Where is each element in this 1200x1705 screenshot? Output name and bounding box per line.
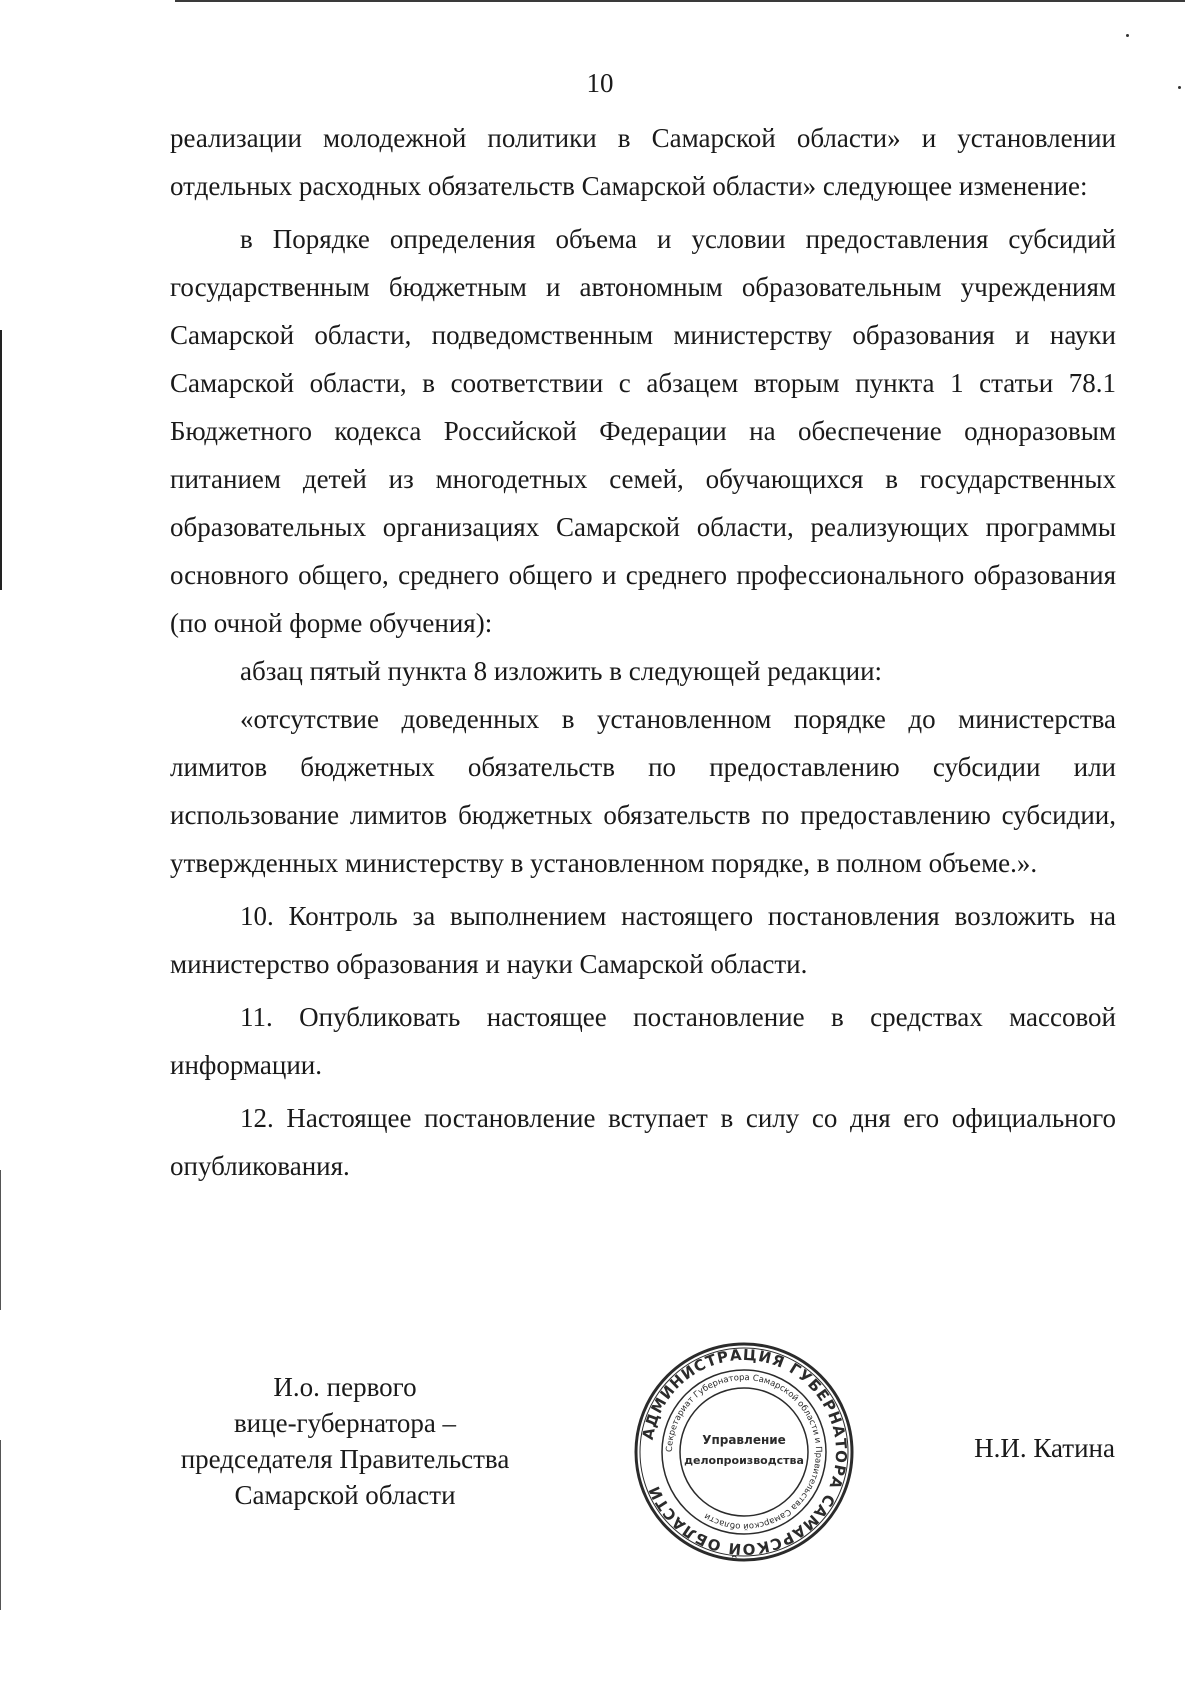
official-seal-stamp bbox=[632, 1340, 856, 1564]
signature-line: Самарской области bbox=[234, 1480, 456, 1510]
scan-left-edge bbox=[0, 330, 2, 590]
seal-center-line1: Управление bbox=[702, 1433, 786, 1447]
paragraph-item-12: 12. Настоящее постановление вступает в силу со дня его официального опубликования. bbox=[170, 1103, 1116, 1181]
signature-line: председателя Правительства bbox=[180, 1444, 510, 1474]
signature-line: И.о. первого bbox=[273, 1372, 417, 1402]
seal-inner-ring bbox=[680, 1388, 808, 1516]
scan-speck bbox=[1126, 34, 1129, 37]
scan-left-edge-bottom bbox=[0, 1440, 1, 1610]
paragraph-order-amendment: в Порядке определения объема и условии предоставления субсидий государственным бюджетным и автономным образовательным учреждениям Самарской области, подведомственным министерству образования и науки Самарской области, в соответствии с абзацем вторым пункта 1 статьи 78.1 Бюджетного кодекса Российской Федерации на обеспечение одноразовым питанием детей из многодетных семей, обучающихся в государственных образовательных организациях Самарской области, реализующих программы основного общего, среднего общего и среднего профессионального образования (по очной форме обучения): bbox=[170, 224, 1116, 638]
document-body bbox=[170, 114, 1116, 1190]
seal-center-line2: делопроизводства bbox=[684, 1454, 804, 1467]
seal-middle-ring bbox=[662, 1370, 826, 1534]
paragraph-item-11: 11. Опубликовать настоящее постановление в средствах массовой информации. bbox=[170, 1002, 1116, 1080]
paragraph-item-8: абзац пятый пункта 8 изложить в следующей редакции: bbox=[240, 656, 883, 686]
paragraph-quoted-text: «отсутствие доведенных в установленном порядке до министерства лимитов бюджетных обязательств по предоставлению субсидии или использование лимитов бюджетных обязательств по предоставлению субсидии, утвержденных министерству в установленном порядке, в полном объеме.». bbox=[170, 704, 1116, 878]
paragraph-item-10: 10. Контроль за выполнением настоящего постановления возложить на министерство образования и науки Самарской области. bbox=[170, 901, 1116, 979]
signature-position bbox=[150, 1369, 540, 1513]
scan-top-edge bbox=[175, 0, 1185, 2]
signature-line: вице-губернатора – bbox=[233, 1408, 457, 1438]
scan-left-edge-lower bbox=[0, 1170, 1, 1310]
signer-name: Н.И. Катина bbox=[974, 1433, 1115, 1463]
paragraph-intro: реализации молодежной политики в Самарской области» и установлении отдельных расходных обязательств Самарской области» следующее изменение: bbox=[170, 123, 1116, 201]
seal-outer-text: АДМИНИСТРАЦИЯ ГУБЕРНАТОРА САМАРСКОЙ ОБЛАСТИ bbox=[638, 1345, 851, 1559]
page-number: 10 bbox=[586, 68, 614, 98]
seal-inner-text: Секретариат Губернатора Самарской области и Правительства Самарской области bbox=[664, 1372, 824, 1532]
